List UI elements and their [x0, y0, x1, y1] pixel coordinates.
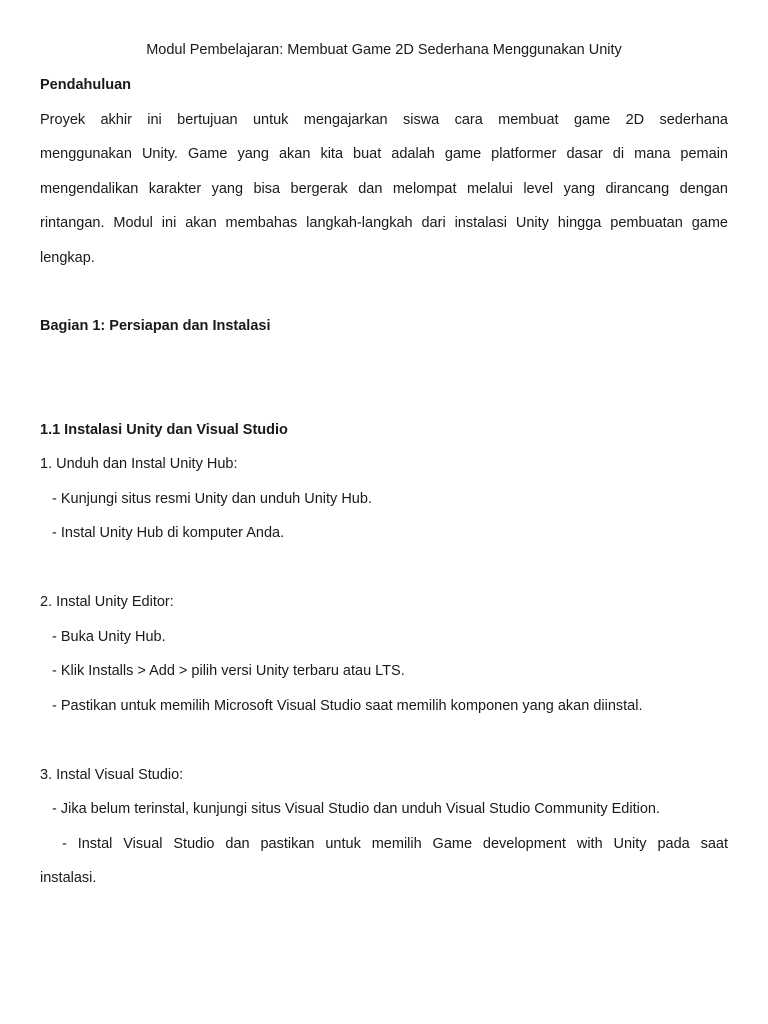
step-2-item: - Klik Installs > Add > pilih versi Unity terbaru atau LTS. — [52, 663, 405, 679]
step-3-item: - Instal Visual Studio dan pastikan untuk memilih Game development with Unity pada saat — [62, 836, 728, 852]
section-1-heading: Bagian 1: Persiapan dan Instalasi — [40, 318, 271, 334]
step-2-item: - Buka Unity Hub. — [52, 629, 166, 645]
intro-paragraph-line: rintangan. Modul ini akan membahas langkah-langkah dari instalasi Unity hingga pembuatan game — [40, 215, 728, 231]
intro-paragraph-line: lengkap. — [40, 250, 95, 266]
intro-heading: Pendahuluan — [40, 77, 132, 93]
step-2-title: 2. Instal Unity Editor: — [40, 594, 174, 610]
subsection-1-1-heading: 1.1 Instalasi Unity dan Visual Studio — [40, 422, 288, 438]
step-3-item: - Jika belum terinstal, kunjungi situs Visual Studio dan unduh Visual Studio Community Edition. — [52, 801, 660, 817]
intro-paragraph-line: menggunakan Unity. Game yang akan kita buat adalah game platformer dasar di mana pemain — [40, 146, 728, 162]
document-title: Modul Pembelajaran: Membuat Game 2D Sederhana Menggunakan Unity — [146, 42, 622, 58]
step-1-item: - Kunjungi situs resmi Unity dan unduh Unity Hub. — [52, 491, 372, 507]
step-3-title: 3. Instal Visual Studio: — [40, 767, 184, 783]
document-page — [40, 0, 728, 1024]
step-1-title: 1. Unduh dan Instal Unity Hub: — [40, 456, 238, 472]
step-1-item: - Instal Unity Hub di komputer Anda. — [52, 525, 285, 541]
intro-paragraph-line: Proyek akhir ini bertujuan untuk mengajarkan siswa cara membuat game 2D sederhana — [40, 112, 728, 128]
step-3-item-continuation: instalasi. — [40, 870, 97, 886]
step-2-item: - Pastikan untuk memilih Microsoft Visual Studio saat memilih komponen yang akan diinstal. — [52, 698, 643, 714]
intro-paragraph-line: mengendalikan karakter yang bisa bergerak dan melompat melalui level yang dirancang dengan — [40, 181, 728, 197]
